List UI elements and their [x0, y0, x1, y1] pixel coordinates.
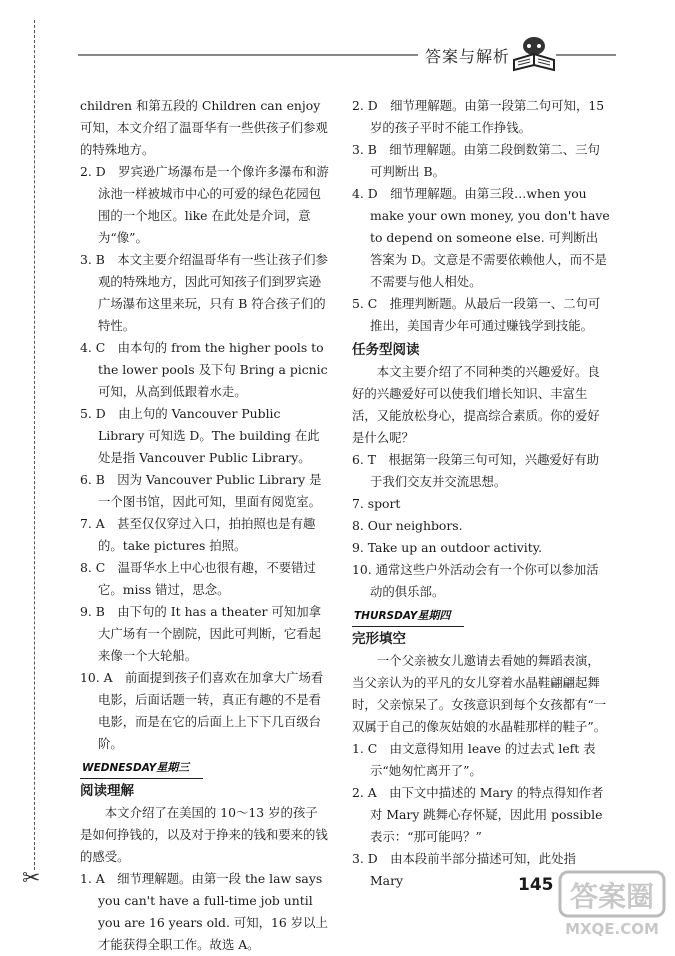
section-title: 任务型阅读: [352, 342, 420, 358]
answer-item: 10. A 前面提到孩子们喜欢在加拿大广场看电影，后面话题一转，真正有趣的不是看电影，而是在它的后面上上下下几百级台阶。: [80, 670, 324, 751]
summary-paragraph: 本文主要介绍了不同种类的兴趣爱好。良好的兴趣爱好可以使我们增长知识、丰富生活，又能放松身心，提高综合素质。你的爱好是什么呢？: [352, 364, 600, 445]
section-title: 完形填空: [352, 631, 406, 647]
answer-item: 9. Take up an outdoor activity.: [352, 540, 543, 555]
answer-item: 1. C 由文意得知用 leave 的过去式 left 表示“她匆忙离开了”。: [352, 741, 596, 778]
answer-item: 3. B 本文主要介绍温哥华有一些让孩子们参观的特殊地方，因此可知孩子们到罗宾逊广场瀑布这里来玩，只有 B 符合孩子们的特性。: [80, 252, 328, 333]
answer-item: 3. B 细节理解题。由第二段倒数第二、三句可判断出 B。: [352, 142, 600, 179]
reading-book-icon: [510, 34, 558, 74]
section-title: 阅读理解: [80, 783, 134, 799]
answer-item: 10. 通常这些户外活动会有一个你可以参加活动的俱乐部。: [352, 562, 599, 599]
header-title: 答案与解析: [425, 47, 511, 66]
summary-paragraph: 本文介绍了在美国的 10～13 岁的孩子是如何挣钱的，以及对于挣来的钱和要来的钱的感受。: [80, 805, 328, 864]
answer-item: 6. T 根据第一段第三句可知，兴趣爱好有助于我们交友并交流思想。: [352, 452, 600, 489]
answer-item: 4. D 细节理解题。由第三段…when you make your own money, you don't have to depend on someone else. 可判断出答案为 D。文意是不需要依赖他人，而不是不需要与他人相处。: [352, 186, 610, 289]
day-banner-cn: 星期四: [417, 609, 451, 622]
answer-item: 2. D 罗宾逊广场瀑布是一个像许多瀑布和游泳池一样被城市中心的可爱的绿色花园包围的一个地区。like 在此处是介词，意为“像”。: [80, 164, 329, 245]
watermark-line2: MXQE.COM: [565, 920, 659, 938]
answer-item: 9. B 由下句的 It has a theater 可知加拿大广场有一个剧院，因此可判断，它看起来像一个大轮船。: [80, 604, 322, 663]
day-banner-en: THURSDAY: [354, 610, 418, 622]
day-banner-en: WEDNESDAY: [82, 762, 157, 774]
day-banner-cn: 星期三: [156, 761, 190, 774]
day-banner-wednesday: [80, 759, 203, 777]
answer-item: 4. C 由本句的 from the higher pools to the lower pools 及下句 Bring a picnic 可知，从高到低跟着水走。: [80, 340, 328, 399]
answer-item: 5. C 推理判断题。从最后一段第一、二句可推出，美国青少年可通过赚钱学到技能。: [352, 296, 601, 333]
answer-item: 1. A 细节理解题。由第一段 the law says you can't have a full-time job until you are 16 years old. 可知，16 岁以上才能获得全职工作。故选 A。: [80, 871, 328, 952]
site-watermark: [556, 868, 668, 940]
answer-item: 8. C 温哥华水上中心也很有趣，不要错过它。miss 错过，思念。: [80, 560, 316, 597]
answer-item: 6. B 因为 Vancouver Public Library 是一个图书馆，因此可知，里面有阅览室。: [80, 472, 322, 509]
answer-item: 2. A 由下文中描述的 Mary 的特点得知作者对 Mary 跳舞心存怀疑，因此用 possible 表示：“那可能吗？”: [352, 785, 604, 844]
watermark-line1: 答案圈: [569, 880, 655, 913]
right-column: [352, 95, 610, 892]
answer-item: 5. D 由上句的 Vancouver Public Library 可知选 D。The building 在此处是指 Vancouver Public Library。: [80, 406, 320, 465]
scissors-icon: ✂: [22, 866, 41, 891]
page-number: 145: [518, 875, 554, 895]
left-column: [80, 95, 330, 956]
paragraph: children 和第五段的 Children can enjoy 可知，本文介绍了温哥华有一些供孩子们参观的特殊地方。: [80, 98, 328, 157]
day-banner-thursday: [352, 607, 464, 625]
answer-item: 2. D 细节理解题。由第一段第二句可知，15 岁的孩子平时不能工作挣钱。: [352, 98, 605, 135]
cut-line: [34, 20, 35, 870]
answer-item: 8. Our neighbors.: [352, 518, 463, 533]
header-rule-right: [556, 54, 616, 56]
answer-item: 7. sport: [352, 496, 401, 511]
answer-item: 3. D 由本段前半部分描述可知，此处指 Mary: [352, 851, 576, 888]
summary-paragraph: 一个父亲被女儿邀请去看她的舞蹈表演，当父亲认为的平凡的女儿穿着水晶鞋翩翩起舞时，父亲惊呆了。女孩意识到每个女孩都有“一双属于自己的像灰姑娘的水晶鞋那样的鞋子”。: [352, 653, 607, 734]
answer-item: 7. A 甚至仅仅穿过入口，拍拍照也是有趣的。take pictures 拍照。: [80, 516, 316, 553]
header-rule: [78, 54, 418, 56]
